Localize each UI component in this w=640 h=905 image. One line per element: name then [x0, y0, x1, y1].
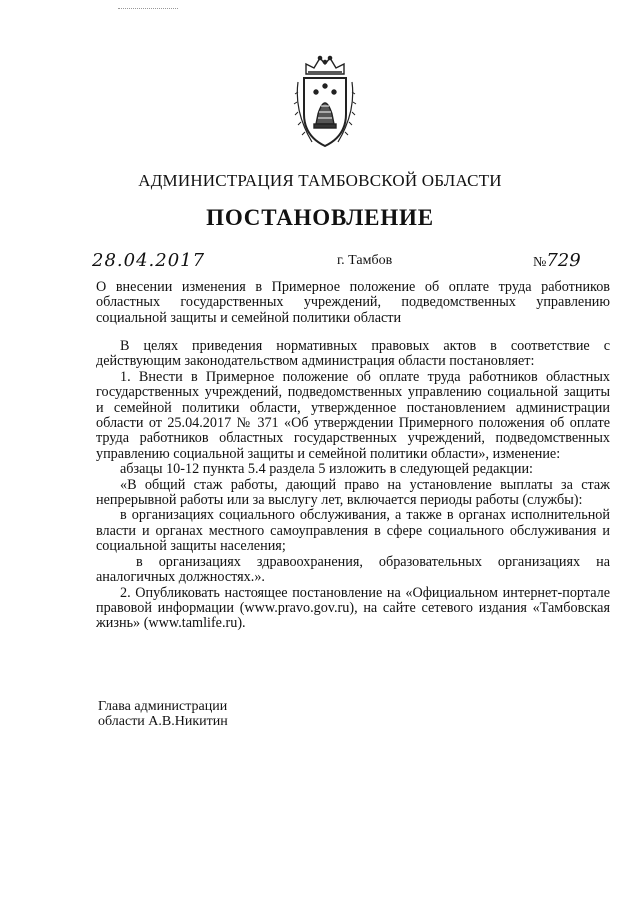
signature-name: области А.В.Никитин [98, 714, 228, 729]
paragraph-item-2: 2. Опубликовать настоящее постановление на «Официальном интернет-портале правовой информации (www.pravo.gov.ru), на сайте сетевого издания «Тамбовская жизнь» (www.tamlife.ru). [96, 584, 610, 632]
coat-of-arms-icon [292, 52, 358, 152]
paragraph-amendment-intro: абзацы 10-12 пункта 5.4 раздела 5 изложить в следующей редакции: [120, 461, 534, 478]
organization-name: АДМИНИСТРАЦИЯ ТАМБОВСКОЙ ОБЛАСТИ [138, 171, 502, 190]
paragraph-quote-health: в организациях здравоохранения, образовательных организациях на аналогичных должностях.». [96, 553, 610, 586]
scan-artifact [118, 8, 178, 11]
document-number [533, 250, 581, 271]
document-city: г. Тамбов [337, 253, 393, 268]
number-prefix: № [533, 255, 547, 270]
signature-block [98, 699, 228, 729]
paragraph-item-1: 1. Внести в Примерное положение об оплате труда работников областных государственных учреждений, подведомственных управлению социальной защиты и семейной политики области, утвержденное постановлением администрации области от 25.04.2017 № 371 «Об утверждении Примерного положения об оплате труда работников областных государственных учреждений, подведомственных управлению социальной защиты и семейной политики области», изменение: [96, 368, 610, 462]
signature-title: Глава администрации [98, 699, 228, 714]
paragraph-quote-start: «В общий стаж работы, дающий право на установление выплаты за стаж непрерывной работы или за выслугу лет, включается периоды работы (службы): [96, 476, 610, 509]
document-body [96, 339, 610, 632]
paragraph-preamble: В целях приведения нормативных правовых актов в соответствие с действующим законодательством администрация области постановляет: [96, 338, 610, 370]
number-value: 729 [546, 250, 581, 271]
document-date: 28.04.2017 [92, 250, 206, 271]
paragraph-quote-social: в организациях социального обслуживания, а также в органах исполнительной власти и органах местного самоуправления в сфере социального обслуживания и социальной защиты населения; [96, 507, 610, 555]
document-subject: О внесении изменения в Примерное положение об оплате труда работников областных государственных учреждений, подведомственных управлению социальной защиты и семейной политики области [96, 279, 610, 326]
document-type: ПОСТАНОВЛЕНИЕ [206, 205, 434, 230]
